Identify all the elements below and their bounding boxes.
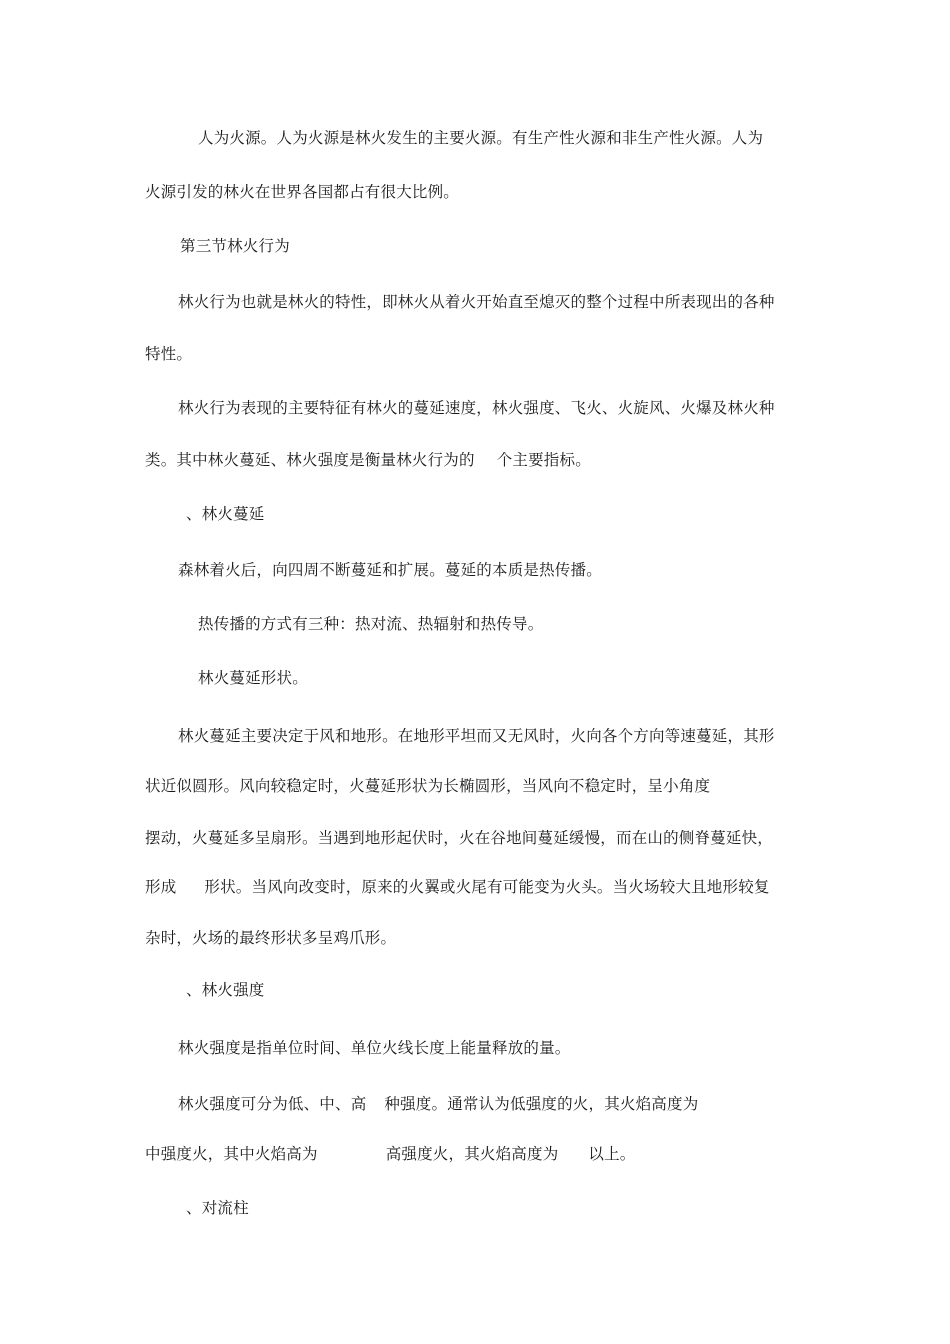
- subsection-heading: [186, 1198, 249, 1218]
- text-run: 特性。: [145, 345, 193, 363]
- text-run: 、林火强度: [186, 981, 265, 999]
- paragraph-line: [145, 1144, 636, 1164]
- text-run: 、对流柱: [186, 1199, 249, 1217]
- text-run: 林火蔓延形状。: [198, 669, 308, 687]
- text-run: 林火行为表现的主要特征有林火的蔓延速度，林火强度、飞火、火旋风、火爆及林火种: [178, 399, 775, 417]
- text-run: 林火行为也就是林火的特性，即林火从着火开始直至熄灭的整个过程中所表现出的各种: [178, 293, 775, 311]
- text-run: 第三节林火行为: [180, 237, 290, 255]
- paragraph-line: [198, 614, 543, 634]
- paragraph-line: [178, 292, 775, 312]
- text-run: 林火强度是指单位时间、单位火线长度上能量释放的量。: [178, 1039, 571, 1057]
- text-run: 热传播的方式有三种：热对流、热辐射和热传导。: [198, 615, 544, 633]
- paragraph-line: [178, 726, 775, 746]
- subsection-heading: [186, 504, 265, 524]
- text-run: 中强度火，其中火焰高为: [145, 1145, 318, 1163]
- text-run: 种强度。通常认为低强度的火，其火焰高度为: [384, 1095, 699, 1113]
- paragraph-line: [145, 877, 770, 897]
- text-run: 森林着火后，向四周不断蔓延和扩展。蔓延的本质是热传播。: [178, 561, 602, 579]
- paragraph-line: [198, 668, 308, 688]
- text-run: 以上。: [588, 1145, 636, 1163]
- paragraph-line: [178, 1038, 571, 1058]
- text-run: 杂时，火场的最终形状多呈鸡爪形。: [145, 929, 397, 947]
- section-heading: [180, 236, 290, 256]
- paragraph-line: [145, 776, 710, 796]
- paragraph-line: [198, 128, 763, 148]
- text-run: 人为火源。人为火源是林火发生的主要火源。有生产性火源和非生产性火源。人为: [198, 129, 764, 147]
- text-run: 形状。当风向改变时，原来的火翼或火尾有可能变为火头。当火场较大且地形较复: [204, 878, 770, 896]
- paragraph-line: [178, 398, 775, 418]
- text-run: 类。其中林火蔓延、林火强度是衡量林火行为的: [145, 451, 475, 469]
- text-run: 摆动，火蔓延多呈扇形。当遇到地形起伏时，火在谷地间蔓延缓慢，而在山的侧脊蔓延快，: [145, 829, 774, 847]
- paragraph-line: [145, 828, 773, 848]
- text-run: 高强度火，其火焰高度为: [385, 1145, 559, 1163]
- text-run: 火源引发的林火在世界各国都占有很大比例。: [145, 183, 460, 201]
- paragraph-line: [178, 560, 602, 580]
- text-run: 林火强度可分为低、中、高: [178, 1095, 367, 1113]
- text-run: 个主要指标。: [496, 451, 591, 469]
- text-run: 、林火蔓延: [186, 505, 265, 523]
- paragraph-line: [178, 1094, 698, 1114]
- subsection-heading: [186, 980, 265, 1000]
- paragraph-line: [145, 344, 192, 364]
- paragraph-line: [145, 182, 459, 202]
- text-run: 形成: [145, 878, 177, 896]
- paragraph-line: [145, 928, 396, 948]
- text-run: 林火蔓延主要决定于风和地形。在地形平坦而又无风时，火向各个方向等速蔓延，其形: [178, 727, 775, 745]
- text-run: 状近似圆形。风向较稳定时，火蔓延形状为长椭圆形，当风向不稳定时，呈小角度: [145, 777, 711, 795]
- paragraph-line: [145, 450, 591, 470]
